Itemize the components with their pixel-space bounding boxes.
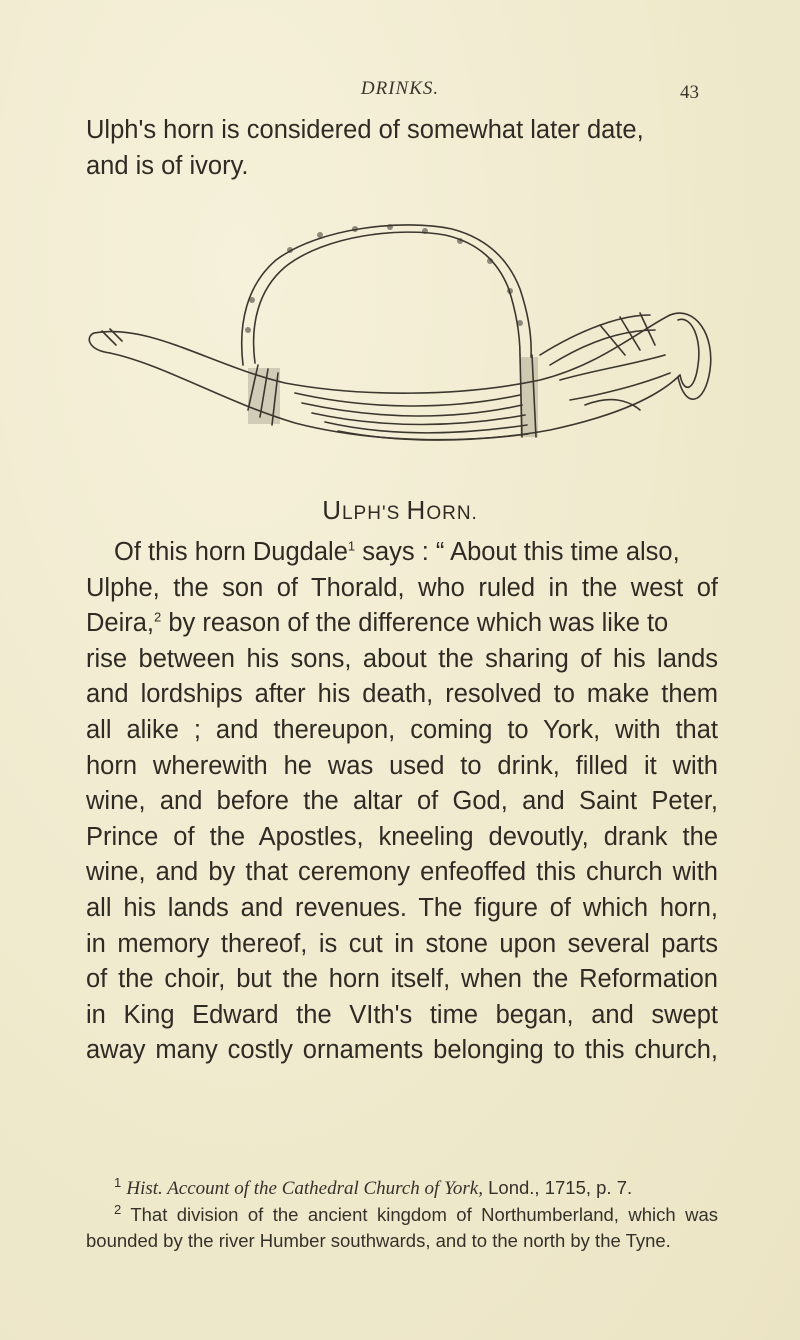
- caption-part: H: [406, 495, 427, 525]
- text-segment: Deira,: [86, 609, 155, 638]
- text-line: [86, 606, 718, 642]
- main-paragraph: [86, 535, 718, 1069]
- text-segment: says : “ About this time also,: [355, 538, 680, 566]
- text-line: away many costly ornaments belonging to this church,: [86, 1036, 718, 1065]
- text-line: wine, and by that ceremony enfeoffed this church with: [86, 858, 718, 887]
- text-segment: by reason of the difference which was like to: [161, 609, 669, 638]
- text-line: all his lands and revenues. The figure of which horn,: [86, 893, 718, 922]
- text-line: rise between his sons, about the sharing of his lands: [86, 644, 718, 673]
- horn-body-bottom: [110, 353, 680, 440]
- text-line: and lordships after his death, resolved to make them: [86, 680, 718, 709]
- footnotes: [86, 1175, 718, 1254]
- text-line: wine, and before the altar of God, and Saint Peter,: [86, 787, 718, 816]
- horn-strap: [254, 232, 520, 363]
- text-line: in King Edward the VIth's time began, and swept: [86, 1000, 718, 1029]
- footnote-text: Lond., 1715, p. 7.: [482, 1177, 633, 1198]
- text-line: Ulphe, the son of Thorald, who ruled in the west of: [86, 573, 718, 602]
- footnote-1: [86, 1175, 718, 1202]
- footnote-mark: 1: [114, 1174, 122, 1190]
- caption-part: U: [322, 495, 342, 525]
- caption-part: LPH: [341, 503, 382, 524]
- footnote-ref: 1: [347, 538, 356, 554]
- text-line: in memory thereof, is cut in stone upon several parts: [86, 929, 718, 958]
- caption-part: ORN.: [426, 503, 478, 524]
- text-line: horn wherewith he was used to drink, filled it with: [86, 751, 718, 780]
- caption-part: 'S: [381, 503, 407, 524]
- footnote-text: That division of the ancient kingdom of Northumberland, which was bounded by the river Humber southwards, and to the north by the Tyne.: [86, 1204, 718, 1251]
- page-number: 43: [680, 82, 699, 103]
- figure-caption: [0, 495, 800, 526]
- intro-paragraph: [86, 113, 718, 184]
- horn-strap-inner: [242, 225, 531, 365]
- footnote-mark: 2: [114, 1201, 122, 1217]
- footnote-ref: 2: [154, 609, 162, 625]
- running-title: DRINKS.: [360, 78, 440, 99]
- text-line: Prince of the Apostles, kneeling devoutly, drank the: [86, 822, 718, 851]
- text-line: of the choir, but the horn itself, when the Reformation: [86, 965, 718, 994]
- intro-line: Ulph's horn is considered of somewhat later date,: [86, 116, 644, 144]
- horn-body-top: [94, 315, 670, 393]
- text-segment: Of this horn Dugdale: [114, 538, 348, 566]
- intro-line: and is of ivory.: [86, 151, 249, 180]
- text-line: [86, 535, 718, 571]
- footnote-title: Hist. Account of the Cathedral Church of York,: [126, 1178, 483, 1199]
- text-line: all alike ; and thereupon, coming to York, with that: [86, 715, 718, 744]
- footnote-2: [86, 1202, 718, 1254]
- ulphs-horn-illustration: [80, 205, 720, 485]
